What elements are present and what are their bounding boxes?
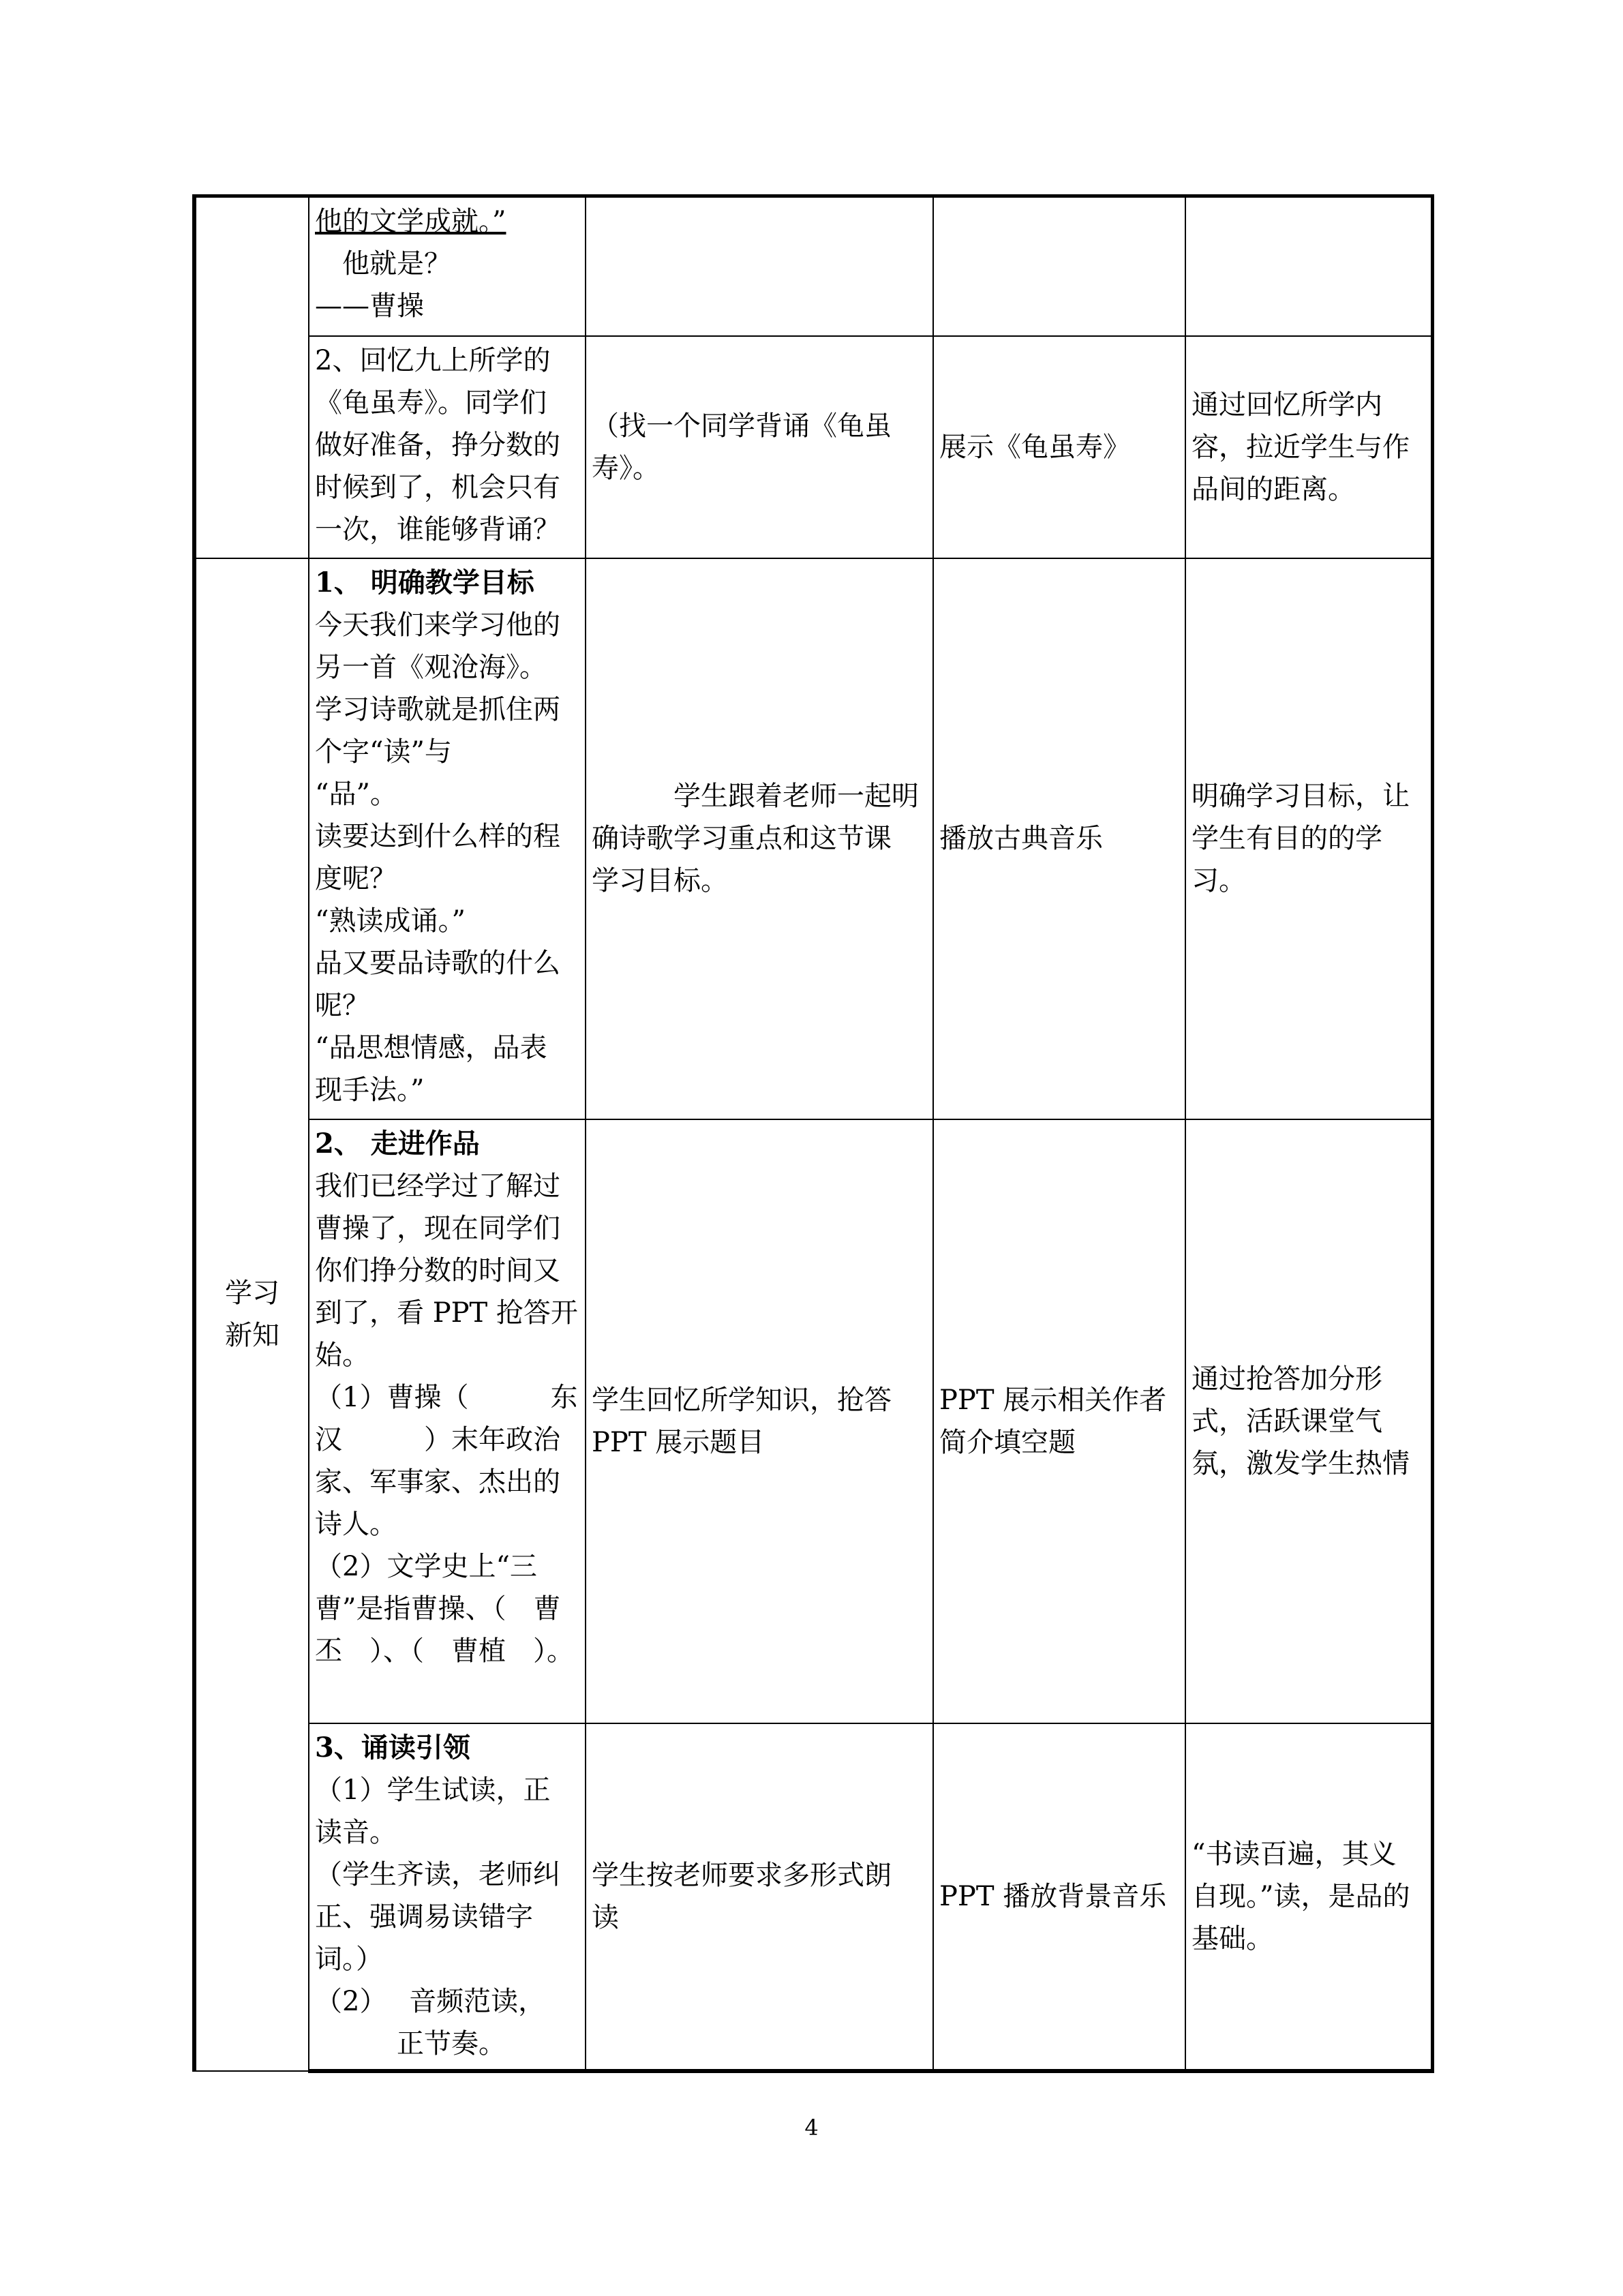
text-line: 学生按老师要求多形式朗 (592, 1859, 892, 1891)
table-row (194, 558, 1432, 1119)
media-cell (933, 558, 1185, 1119)
text-line: 学生回忆所学知识，抢答 (592, 1384, 892, 1416)
text-line: 今天我们来学习他的 (315, 609, 560, 641)
table-row (194, 1723, 1432, 2071)
media-cell (933, 1119, 1185, 1723)
text-line: 学习诗歌就是抓住两 (315, 693, 560, 725)
student-activity-cell (586, 196, 933, 336)
text-line: （学生齐读，老师纠 (315, 1858, 560, 1890)
text-line: 诗人。 (315, 1508, 397, 1540)
text-line: 容，拉近学生与作 (1192, 431, 1410, 463)
text-line: 学生有目的的学 (1192, 823, 1382, 854)
text-line: 明确学习目标，让 (1192, 781, 1410, 812)
teacher-activity-cell (309, 1723, 586, 2071)
stage-cell (194, 558, 309, 2071)
text-line: 习。 (1192, 865, 1246, 896)
text-line: 通过回忆所学内 (1192, 389, 1382, 421)
text-line: 呢？ (315, 989, 369, 1021)
text-line: 学习目标。 (592, 865, 728, 896)
lesson-plan-table (192, 194, 1434, 2073)
media-cell (933, 336, 1185, 558)
table-row (194, 1119, 1432, 1723)
text-line: 个字“读”与 (315, 736, 452, 768)
text-line: ——曹操 (315, 290, 424, 322)
text-line: 播放古典音乐 (939, 823, 1103, 854)
text-line: 现手法。” (315, 1074, 425, 1106)
teacher-activity-cell (309, 1119, 586, 1723)
text-line: 我们已经学过了解过 (315, 1170, 560, 1202)
text-line: 寿》。 (592, 452, 660, 484)
text-line: （2）文学史上“三 (315, 1550, 537, 1582)
text-line: 氛，激发学生热情 (1192, 1447, 1410, 1479)
text-line: 学生跟着老师一起明 (673, 781, 919, 812)
text-line: 品又要品诗歌的什么 (315, 947, 560, 979)
teacher-activity-cell (309, 558, 586, 1119)
text-line: 读 (592, 1901, 619, 1933)
text-line: 正节奏。 (397, 2027, 506, 2059)
text-line: 始。 (315, 1339, 369, 1371)
text-line: PPT 播放背景音乐 (939, 1880, 1167, 1912)
text-line: 词。） (315, 1943, 383, 1975)
text-line: PPT 展示题目 (592, 1426, 765, 1458)
text-line: （1）曹操（ 东 (315, 1381, 578, 1413)
media-cell (933, 196, 1185, 336)
purpose-cell (1185, 196, 1432, 336)
text-line: 汉 ）末年政治 (315, 1423, 560, 1455)
text-line: 一次，谁能够背诵？ (315, 513, 560, 545)
section-heading: 2、 走进作品 (315, 1127, 480, 1160)
section-heading: 3、诵读引领 (315, 1731, 470, 1764)
text-line: 丕 ）、（ 曹植 ）。 (315, 1635, 574, 1667)
text-line: 《龟虽寿》。同学们 (315, 387, 547, 419)
text-line: PPT 展示相关作者 (939, 1384, 1167, 1416)
text-line: （1）学生试读，正 (315, 1774, 551, 1806)
text-line: 时候到了，机会只有 (315, 471, 560, 503)
text-line: 式，活跃课堂气 (1192, 1405, 1382, 1437)
stage-cell (194, 196, 309, 558)
table-row (194, 196, 1432, 336)
text-line: 曹操了，现在同学们 (315, 1212, 560, 1244)
text-line: 另一首《观沧海》。 (315, 651, 547, 683)
text-line: “品”。 (315, 778, 397, 810)
purpose-cell (1185, 558, 1432, 1119)
teacher-activity-cell (309, 336, 586, 558)
teacher-activity-cell (309, 196, 586, 336)
text-line: 家、军事家、杰出的 (315, 1466, 560, 1498)
student-activity-cell (586, 1119, 933, 1723)
text-line: 曹”是指曹操、（ 曹 (315, 1592, 561, 1625)
purpose-cell (1185, 1723, 1432, 2071)
stage-label: 学习 (225, 1278, 279, 1309)
text-line: 度呢？ (315, 862, 397, 894)
student-activity-cell (586, 336, 933, 558)
student-activity-cell (586, 1723, 933, 2071)
text-line: 品间的距离。 (1192, 473, 1355, 505)
text-line: 正、强调易读错字 (315, 1901, 533, 1933)
text-line: 通过抢答加分形 (1192, 1363, 1382, 1395)
text-line: 读要达到什么样的程 (315, 820, 560, 852)
text-line: “书读百遍，其义 (1192, 1838, 1397, 1870)
text-line: 展示《龟虽寿》 (939, 431, 1130, 463)
purpose-cell (1185, 336, 1432, 558)
text-line: 确诗歌学习重点和这节课 (592, 823, 892, 854)
text-line: 自现。”读，是品的 (1192, 1880, 1410, 1912)
stage-label: 新知 (225, 1320, 279, 1351)
text-line: 他的文学成就。” (315, 206, 506, 237)
text-line: 你们挣分数的时间又 (315, 1254, 560, 1286)
text-line: 做好准备，挣分数的 (315, 429, 560, 461)
text-line: 到了，看 PPT 抢答开 (315, 1297, 578, 1329)
purpose-cell (1185, 1119, 1432, 1723)
section-heading: 1、 明确教学目标 (315, 566, 534, 599)
text-line: 读音。 (315, 1816, 397, 1848)
page-number: 4 (804, 2115, 819, 2141)
student-activity-cell (586, 558, 933, 1119)
text-line: （2） 音频范读， (315, 1985, 546, 2017)
text-line: “熟读成诵。” (315, 905, 466, 937)
text-line: “品思想情感，品表 (315, 1031, 547, 1063)
text-line: 他就是？ (342, 248, 451, 280)
text-line: 基础。 (1192, 1922, 1273, 1954)
media-cell (933, 1723, 1185, 2071)
text-line: 2、回忆九上所学的 (315, 344, 551, 376)
text-line: （找一个同学背诵《龟虽 (592, 410, 892, 442)
table-row (194, 336, 1432, 558)
text-line: 简介填空题 (939, 1426, 1076, 1458)
